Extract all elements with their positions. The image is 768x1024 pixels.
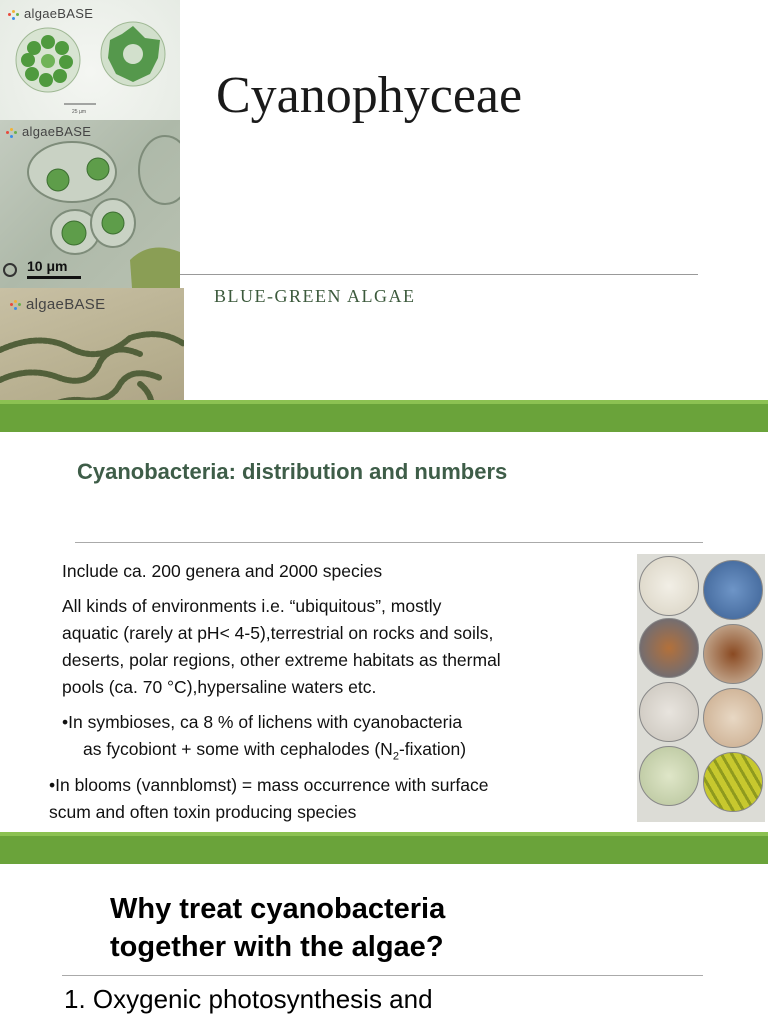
slide-footer-band (0, 400, 768, 432)
bullet-icon: • (62, 712, 69, 732)
slide-subtitle: BLUE-GREEN ALGAE (214, 286, 416, 306)
petri-dish-image (639, 556, 699, 616)
petri-dish-image (703, 624, 763, 684)
text-line: Include ca. 200 genera and 2000 species (62, 561, 383, 581)
divider (180, 274, 698, 275)
petri-dish-image (639, 746, 699, 806)
micrograph-colonies (0, 0, 180, 120)
slide-why-treat (0, 864, 768, 1024)
bullet-icon: • (49, 775, 56, 795)
small-scale-label: 25 µm (72, 109, 86, 115)
petri-dish-image (703, 560, 763, 620)
petri-dish-image (703, 688, 763, 748)
slide-title: Cyanophyceae (216, 67, 523, 124)
algaebase-logo: algaeBASE (6, 124, 91, 139)
list-item: 1. Oxygenic photosynthesis and (64, 984, 433, 1014)
slide-title (0, 0, 768, 432)
slide-heading: Cyanobacteria: distribution and numbers (77, 459, 508, 484)
text-paragraph: All kinds of environments i.e. “ubiquitous”, mostly aquatic (rarely at pH< 4-5),terrestrial on rocks and soils, deserts, polar regions, other extreme habitats as thermal pools (ca. 70 °C),hypersaline waters etc. (62, 596, 501, 697)
petri-dish-collage (637, 554, 765, 822)
algaebase-logo: algaeBASE (10, 296, 105, 313)
petri-dish-image (703, 752, 763, 812)
slide-distribution (0, 432, 768, 832)
scale-bar (27, 276, 81, 279)
slide-footer-band (0, 832, 768, 864)
micrograph-sheathed-cells (0, 120, 180, 288)
bullet-blooms: •In blooms (vannblomst) = mass occurrence with surface scum and often toxin producing species (49, 775, 489, 822)
bullet-symbioses: •In symbioses, ca 8 % of lichens with cyanobacteria as fycobiont + some with cephalodes $(N_2-fixation)$ (62, 712, 467, 763)
divider (62, 975, 703, 976)
petri-dish-image (639, 682, 699, 742)
cell-colony-image (0, 0, 180, 120)
petri-dish-image (639, 618, 699, 678)
algaebase-logo: algaeBASE (8, 6, 93, 21)
divider (75, 542, 703, 543)
scale-bar-label: 10 μm (27, 258, 68, 274)
slide-heading: Why treat cyanobacteria together with the algae? (110, 893, 446, 963)
